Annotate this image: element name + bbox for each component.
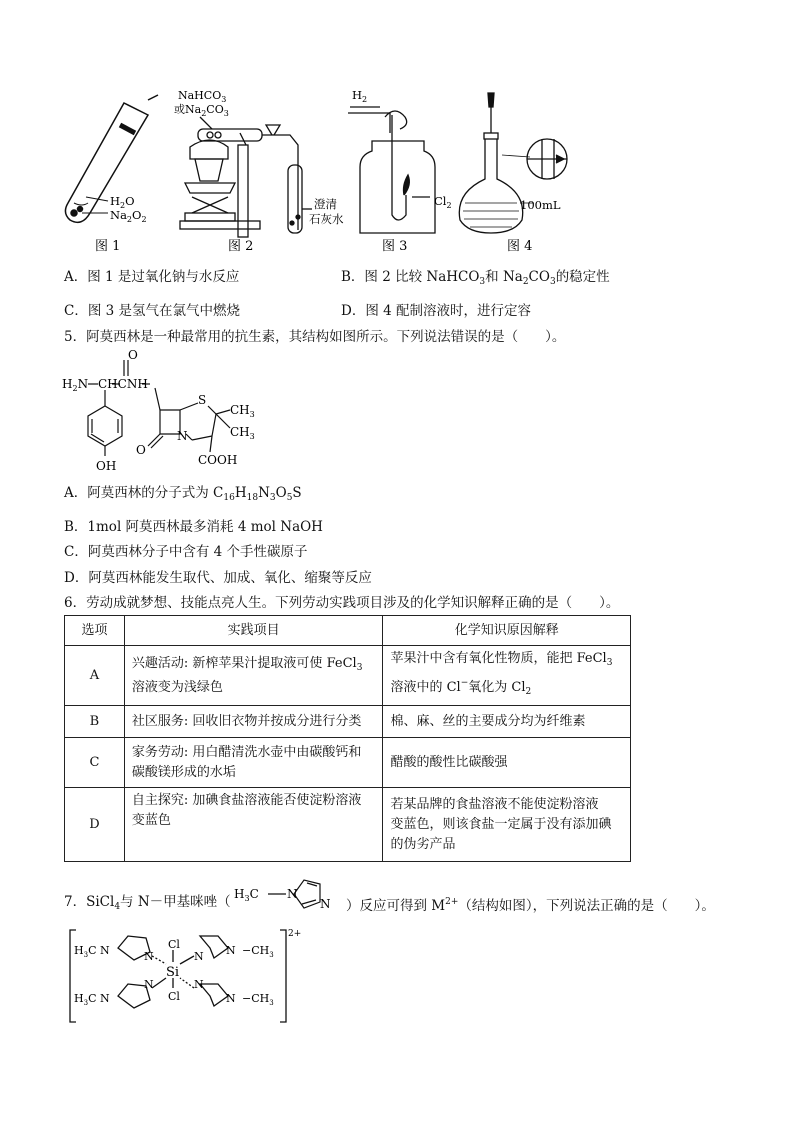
row-a-option: A bbox=[65, 646, 125, 706]
header-explanation: 化学知识原因解释 bbox=[383, 616, 631, 646]
table-row bbox=[65, 738, 631, 788]
row-d-project: 自主探究: 加碘食盐溶液能否使淀粉溶液 变蓝色 bbox=[124, 788, 383, 862]
fig4-volume-label: 100mL bbox=[520, 198, 561, 212]
struct-o-left: O bbox=[136, 443, 146, 457]
complex-n-br2: N bbox=[226, 992, 236, 1005]
q4-option-c: C．图 3 是氢气在氯气中燃烧 bbox=[64, 303, 241, 319]
table-row bbox=[65, 646, 631, 706]
complex-ch3-tl: $H_3C$ bbox=[74, 944, 97, 959]
q7-stem-part2: ）反应可得到 $M^{2+}$（结构如图），下列说法正确的是（ ）。 bbox=[346, 897, 715, 914]
complex-ch3-tr: $-CH_3$ bbox=[242, 944, 274, 959]
header-project: 实践项目 bbox=[124, 616, 383, 646]
complex-n-tr2: N bbox=[226, 944, 236, 957]
struct-h2n: $H_2N$ bbox=[62, 377, 89, 393]
complex-n-tl2: N bbox=[144, 950, 154, 963]
row-d-option: D bbox=[65, 788, 125, 862]
complex-charge: 2+ bbox=[288, 929, 302, 939]
row-b-project: 社区服务: 回收旧衣物并按成分进行分类 bbox=[124, 706, 383, 738]
row-c-option: C bbox=[65, 738, 125, 788]
q5-option-b: B．1mol 阿莫西林最多消耗 4 mol NaOH bbox=[64, 519, 323, 535]
header-option: 选项 bbox=[65, 616, 125, 646]
struct-n: N bbox=[177, 429, 188, 443]
row-d-explanation: 若某品牌的食盐溶液不能使淀粉溶液 变蓝色，则该食盐一定属于没有添加碘 的伪劣产品 bbox=[383, 788, 631, 862]
struct-o-top: O bbox=[128, 348, 138, 362]
amoxicillin-structure bbox=[60, 348, 270, 476]
struct-ch3-1: $CH_3$ bbox=[230, 403, 255, 419]
fig3-gas-bottle bbox=[348, 107, 435, 233]
row-b-explanation: 棉、麻、丝的主要成分均为纤维素 bbox=[383, 706, 631, 738]
row-c-project: 家务劳动: 用白醋清洗水壶中由碳酸钙和 碳酸镁形成的水垢 bbox=[124, 738, 383, 788]
q6-table bbox=[64, 615, 631, 862]
fig2-reagent-line2: 或$Na_2CO_3$ bbox=[174, 103, 229, 118]
figure-row bbox=[60, 85, 600, 260]
q5-option-c: C．阿莫西林分子中含有 4 个手性碳原子 bbox=[64, 544, 308, 560]
complex-n-tr: N bbox=[194, 950, 204, 963]
row-a-project: 兴趣活动: 新榨苹果汁提取液可使 FeCl$_3$ 溶液变为浅绿色 bbox=[124, 646, 383, 706]
complex-si: Si bbox=[166, 965, 180, 980]
complex-n-bl2: N bbox=[144, 978, 154, 991]
q6-stem: 6．劳动成就梦想、技能点亮人生。下列劳动实践项目涉及的化学知识解释正确的是（ ）。 bbox=[64, 595, 620, 611]
struct-s: S bbox=[198, 393, 207, 407]
struct-oh: OH bbox=[96, 459, 117, 473]
methyl-label: $H_3C$ bbox=[234, 887, 259, 903]
fig4-volumetric-flask bbox=[459, 93, 567, 233]
methylimidazole-n3: N bbox=[320, 897, 331, 911]
methylimidazole-n1: N bbox=[287, 887, 298, 901]
struct-chain: CHCNH bbox=[98, 377, 148, 391]
fig2-label: 图 2 bbox=[228, 239, 254, 254]
table-row bbox=[65, 788, 631, 862]
q5-option-a: A．阿莫西林的分子式为 $C_{16}H_{18}N_3O_5S$ bbox=[64, 485, 302, 503]
fig1-na2o2-label: $Na_2O_2$ bbox=[110, 208, 147, 224]
struct-cooh: COOH bbox=[198, 453, 238, 467]
fig2-limewater-line1: 澄清 bbox=[314, 197, 337, 211]
complex-cl-top: Cl bbox=[168, 938, 180, 951]
fig1-h2o-label: $H_2O$ bbox=[110, 194, 135, 210]
fig3-h2-label: $H_2$ bbox=[352, 88, 368, 104]
complex-n-bl: N bbox=[100, 992, 110, 1005]
complex-m2-structure bbox=[66, 926, 306, 1026]
fig2-reagent-line1: NaHCO$_3$ bbox=[178, 89, 227, 104]
fig1-label: 图 1 bbox=[95, 239, 121, 254]
q5-stem: 5．阿莫西林是一种最常用的抗生素，其结构如图所示。下列说法错误的是（ ）。 bbox=[64, 329, 566, 345]
complex-ch3-br: $-CH_3$ bbox=[242, 992, 274, 1007]
table-row bbox=[65, 706, 631, 738]
fig4-label: 图 4 bbox=[507, 239, 533, 254]
complex-n-br: N bbox=[194, 978, 204, 991]
complex-n-tl: N bbox=[100, 944, 110, 957]
fig2-apparatus bbox=[180, 117, 312, 237]
row-c-explanation: 醋酸的酸性比碳酸强 bbox=[383, 738, 631, 788]
methylimidazole-structure bbox=[232, 872, 340, 916]
q4-option-b: B．图 2 比较 NaHCO$_3$和 $Na_2CO_3$的稳定性 bbox=[341, 269, 610, 287]
row-b-option: B bbox=[65, 706, 125, 738]
struct-ch3-2: $CH_3$ bbox=[230, 425, 255, 441]
q5-option-d: D．阿莫西林能发生取代、加成、氧化、缩聚等反应 bbox=[64, 570, 372, 586]
fig3-label: 图 3 bbox=[382, 239, 408, 254]
complex-ch3-bl: $H_3C$ bbox=[74, 992, 97, 1007]
complex-cl-bottom: Cl bbox=[168, 990, 180, 1003]
q4-option-d: D．图 4 配制溶液时，进行定容 bbox=[341, 303, 531, 319]
q4-option-a: A．图 1 是过氧化钠与水反应 bbox=[64, 269, 240, 285]
fig3-cl2-label: $Cl_2$ bbox=[434, 194, 452, 210]
q7-stem-part1: 7．SiCl$_4$与 N－甲基咪唑（ bbox=[64, 894, 231, 912]
table-header-row bbox=[65, 616, 631, 646]
row-a-explanation: 苹果汁中含有氧化性物质，能把 FeCl$_3$ 溶液中的 Cl−氧化为 $Cl_2$ bbox=[383, 646, 631, 706]
fig2-limewater-line2: 石灰水 bbox=[309, 212, 344, 226]
